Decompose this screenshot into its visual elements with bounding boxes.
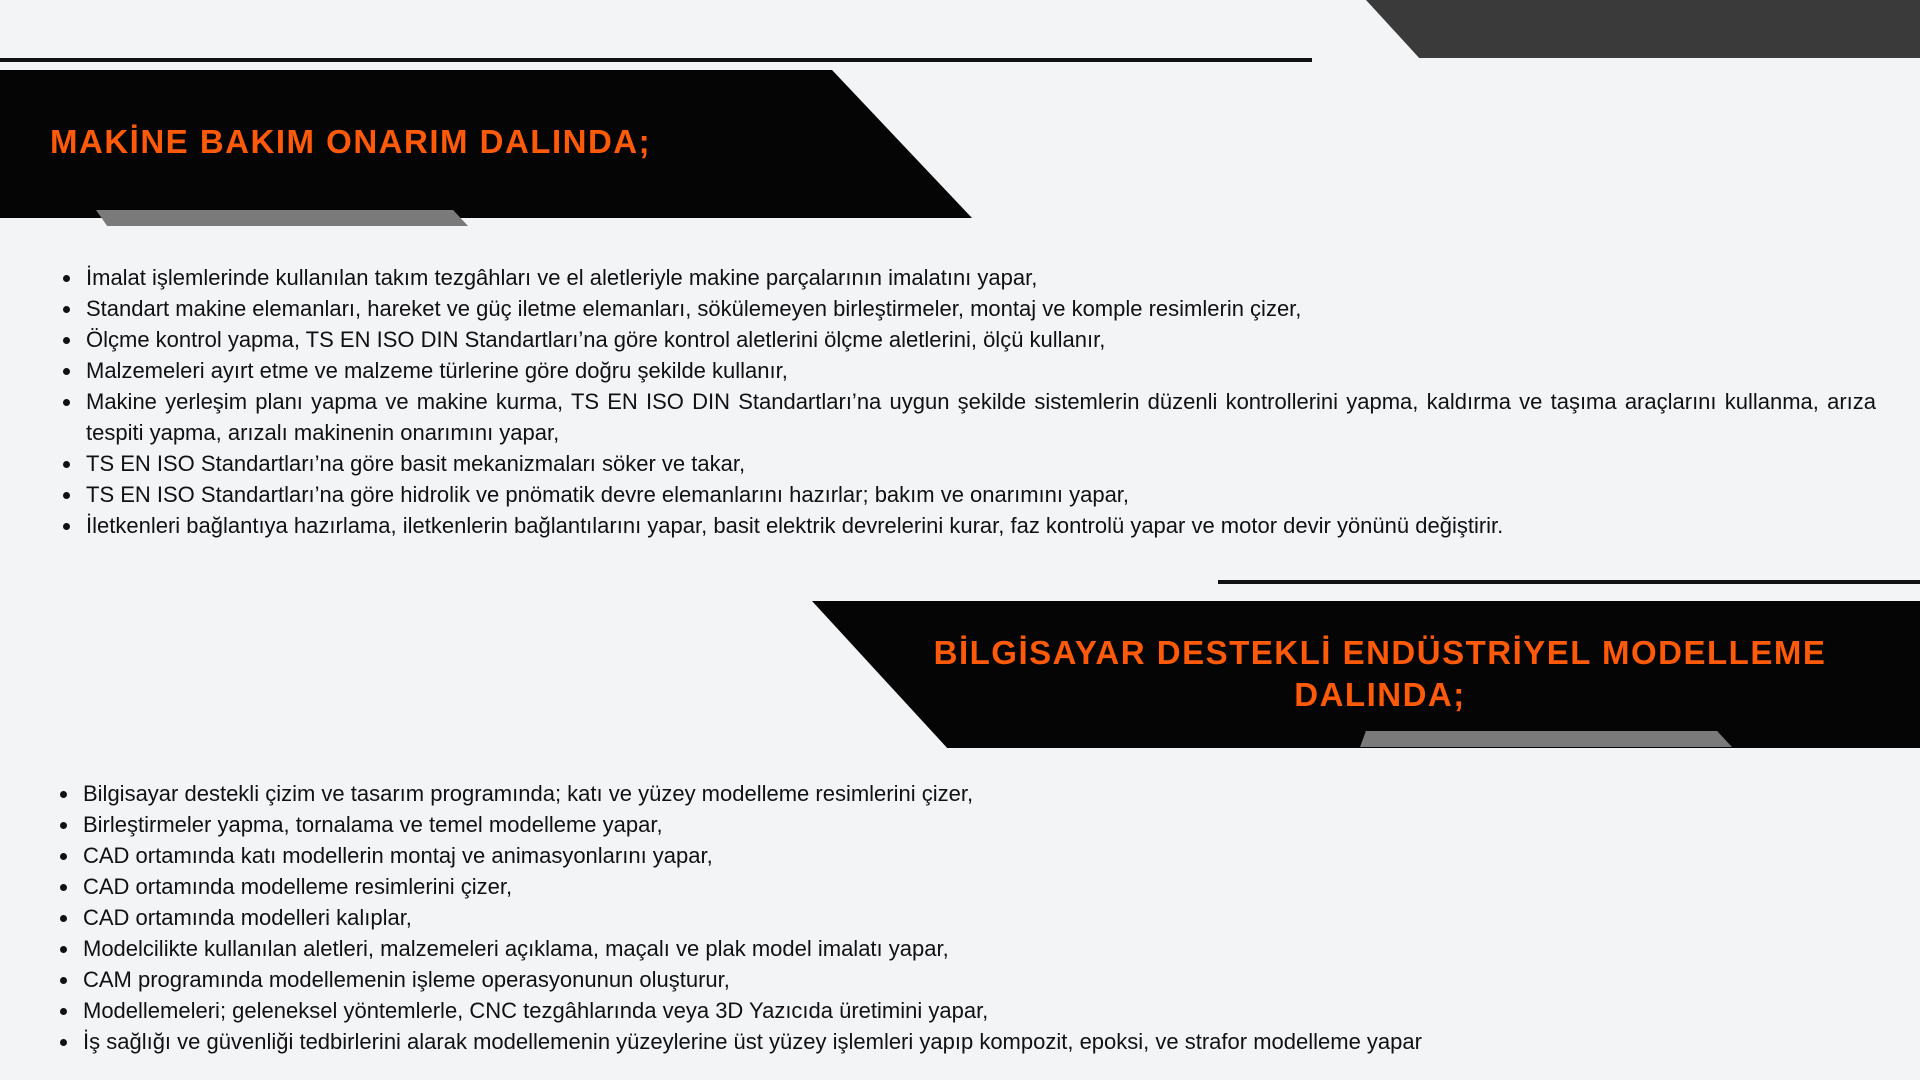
- list-item: İş sağlığı ve güvenliği tedbirlerini alarak modellemenin yüzeylerine üst yüzey işlemleri yapıp kompozit, epoksi, ve strafor modelleme yapar: [47, 1026, 1867, 1057]
- list-item: CAD ortamında modelleme resimlerini çizer,: [47, 871, 1867, 902]
- list-item: TS EN ISO Standartları’na göre hidrolik ve pnömatik devre elemanlarını hazırlar; bakım ve onarımını yapar,: [50, 479, 1876, 510]
- section2-title: BİLGİSAYAR DESTEKLİ ENDÜSTRİYEL MODELLEME DALINDA;: [933, 634, 1827, 713]
- section1-banner-shadow: [96, 210, 468, 226]
- section1-title: MAKİNE BAKIM ONARIM DALINDA;: [50, 123, 652, 160]
- divider-line-mid: [1218, 580, 1920, 584]
- list-item: CAD ortamında modelleri kalıplar,: [47, 902, 1867, 933]
- list-item: CAD ortamında katı modellerin montaj ve animasyonlarını yapar,: [47, 840, 1867, 871]
- section1-list: [50, 262, 1876, 541]
- section2-banner-shadow: [1360, 731, 1732, 747]
- list-item: Malzemeleri ayırt etme ve malzeme türlerine göre doğru şekilde kullanır,: [50, 355, 1876, 386]
- section2-list: [47, 778, 1867, 1057]
- list-item: TS EN ISO Standartları’na göre basit mekanizmaları söker ve takar,: [50, 448, 1876, 479]
- list-item: Birleştirmeler yapma, tornalama ve temel modelleme yapar,: [47, 809, 1867, 840]
- list-item: Bilgisayar destekli çizim ve tasarım programında; katı ve yüzey modelleme resimlerini çizer,: [47, 778, 1867, 809]
- list-item: Standart makine elemanları, hareket ve güç iletme elemanları, sökülemeyen birleştirmeler, montaj ve komple resimlerin çizer,: [50, 293, 1876, 324]
- divider-line-top: [0, 58, 1312, 62]
- list-item: CAM programında modellemenin işleme operasyonunun oluşturur,: [47, 964, 1867, 995]
- list-item: Ölçme kontrol yapma, TS EN ISO DIN Standartları’na göre kontrol aletlerini ölçme aletlerini, ölçü kullanır,: [50, 324, 1876, 355]
- list-item: Makine yerleşim planı yapma ve makine kurma, TS EN ISO DIN Standartları’na uygun şekilde sistemlerin düzenli kontrollerini yapma, kaldırma ve taşıma araçlarını kullanma, arıza tespiti yapma, arızalı makinenin onarımını yapar,: [50, 386, 1876, 448]
- list-item: İletkenleri bağlantıya hazırlama, iletkenlerin bağlantılarını yapar, basit elektrik devrelerini kurar, faz kontrolü yapar ve motor devir yönünü değiştirir.: [50, 510, 1876, 541]
- list-item: İmalat işlemlerinde kullanılan takım tezgâhları ve el aletleriyle makine parçalarının imalatını yapar,: [50, 262, 1876, 293]
- list-item: Modellemeleri; geleneksel yöntemlerle, CNC tezgâhlarında veya 3D Yazıcıda üretimini yapar,: [47, 995, 1867, 1026]
- corner-decoration: [1366, 0, 1920, 58]
- list-item: Modelcilikte kullanılan aletleri, malzemeleri açıklama, maçalı ve plak model imalatı yapar,: [47, 933, 1867, 964]
